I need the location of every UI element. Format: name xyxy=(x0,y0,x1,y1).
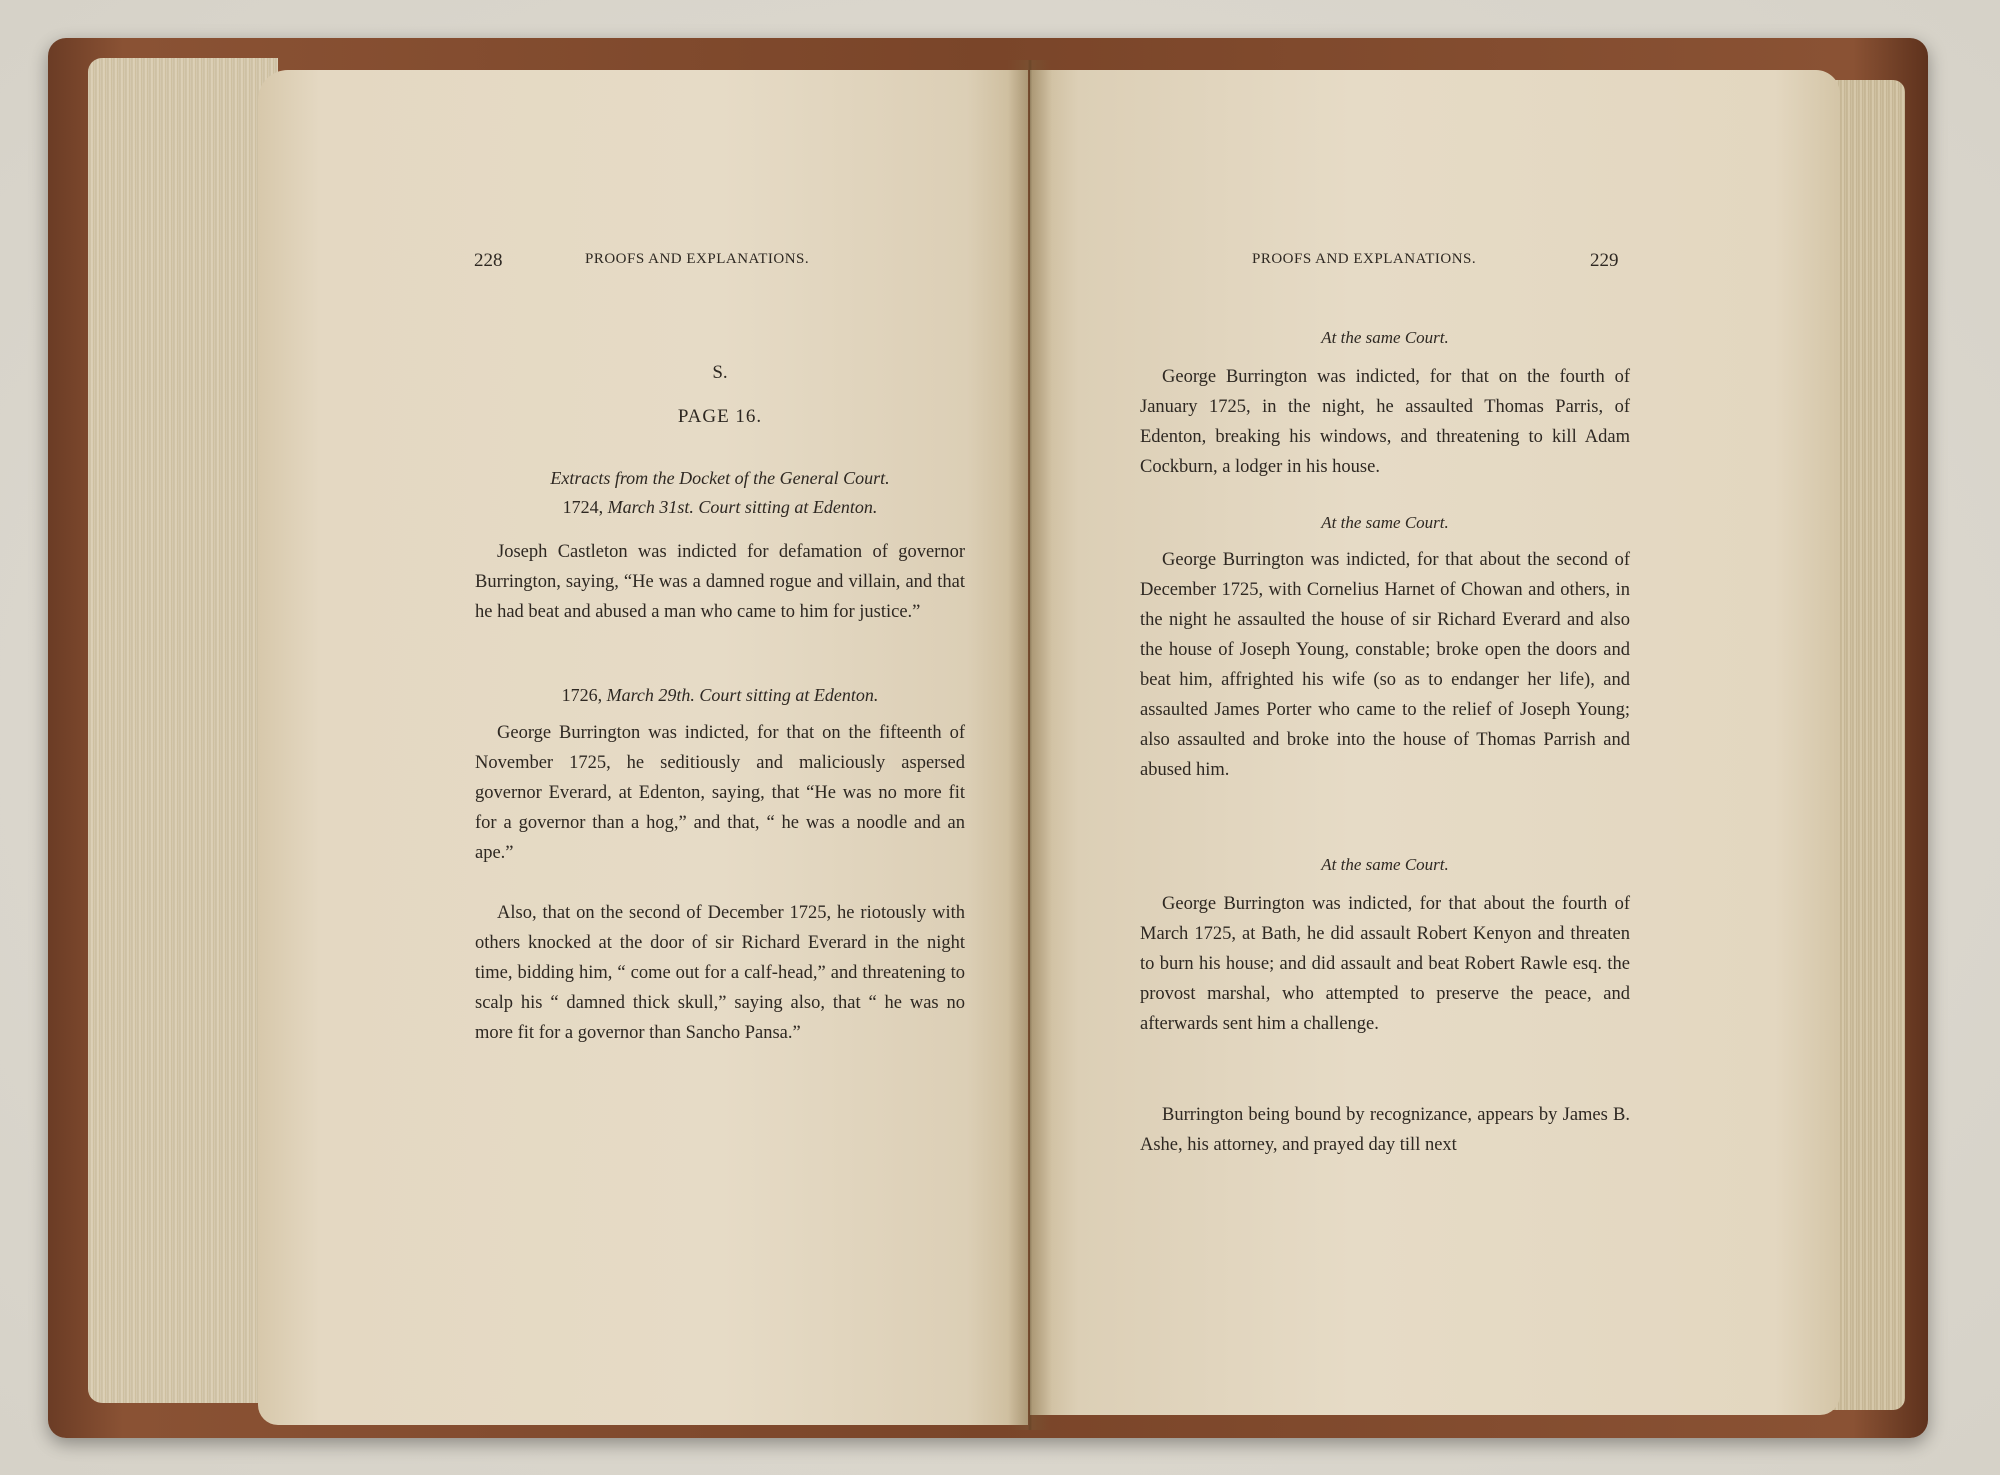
docket-heading: Extracts from the Docket of the General Court. xyxy=(550,468,890,488)
subheading-year: 1724, xyxy=(562,497,608,517)
paragraph-parris: George Burrington was indicted, for that on the fourth of January 1725, in the night, he assaulted Thomas Parris, of Edenton, breaking his windows, and threatening to kill Adam Cockburn, a lodger in his house. xyxy=(1140,367,1630,477)
page-edges-left xyxy=(88,58,278,1403)
paragraph-kenyon-rawle: George Burrington was indicted, for that about the fourth of March 1725, at Bath, he did assault Robert Kenyon and threaten to burn his house; and did assault and beat Robert Rawle esq. the provost marshal, who attempted to preserve the peace, and afterwards sent him a challenge. xyxy=(1140,894,1630,1034)
court-subheading-1724 xyxy=(475,497,965,518)
paragraph-everard-hog: George Burrington was indicted, for that on the fifteenth of November 1725, he seditiously and maliciously aspersed governor Everard, at Edenton, saying, that “He was no more fit for a governor than a hog,” and that, “ he was a noodle and an ape.” xyxy=(475,723,965,863)
page-reference: PAGE 16. xyxy=(677,406,763,427)
paragraph-castleton: Joseph Castleton was indicted for defamation of governor Burrington, saying, “He was a damned rogue and villain, and that he had beat and abused a man who came to him for justice.” xyxy=(475,542,965,622)
paragraph-young-porter: George Burrington was indicted, for that about the second of December 1725, with Cornelius Harnet of Chowan and others, in the night he assaulted the house of sir Richard Everard and also the house of Joseph Young, constable; broke open the doors and beat him, affrighted his wife (so as to endanger her life), and assaulted James Porter who came to the relief of Joseph Young; also assaulted and broke into the house of Thomas Parrish and abused him. xyxy=(1140,550,1630,780)
court-heading-3: At the same Court. xyxy=(1321,855,1449,874)
right-running-head: PROOFS AND EXPLANATIONS. xyxy=(1252,251,1477,267)
court-heading-2: At the same Court. xyxy=(1321,513,1449,532)
court-subheading-1726 xyxy=(475,685,965,706)
court-heading-1: At the same Court. xyxy=(1321,328,1449,347)
book-gutter xyxy=(1008,60,1052,1430)
left-running-head: PROOFS AND EXPLANATIONS. xyxy=(585,251,810,267)
subheading-detail: March 29th. Court sitting at Edenton. xyxy=(606,685,879,705)
subheading-year: 1726, xyxy=(561,685,607,705)
left-page-number: 228 xyxy=(474,250,503,271)
section-letter: S. xyxy=(712,362,728,383)
paragraph-recognizance: Burrington being bound by recognizance, appears by James B. Ashe, his attorney, and prayed day till next xyxy=(1140,1105,1630,1155)
subheading-detail: March 31st. Court sitting at Edenton. xyxy=(607,497,878,517)
right-page-number: 229 xyxy=(1590,250,1619,271)
paragraph-sancho-pansa: Also, that on the second of December 1725, he riotously with others knocked at the door of sir Richard Everard in the night time, bidding him, “ come out for a calf-head,” and threatening to scalp his “ damned thick skull,” saying also, that “ he was no more fit for a governor than Sancho Pansa.” xyxy=(475,903,965,1043)
